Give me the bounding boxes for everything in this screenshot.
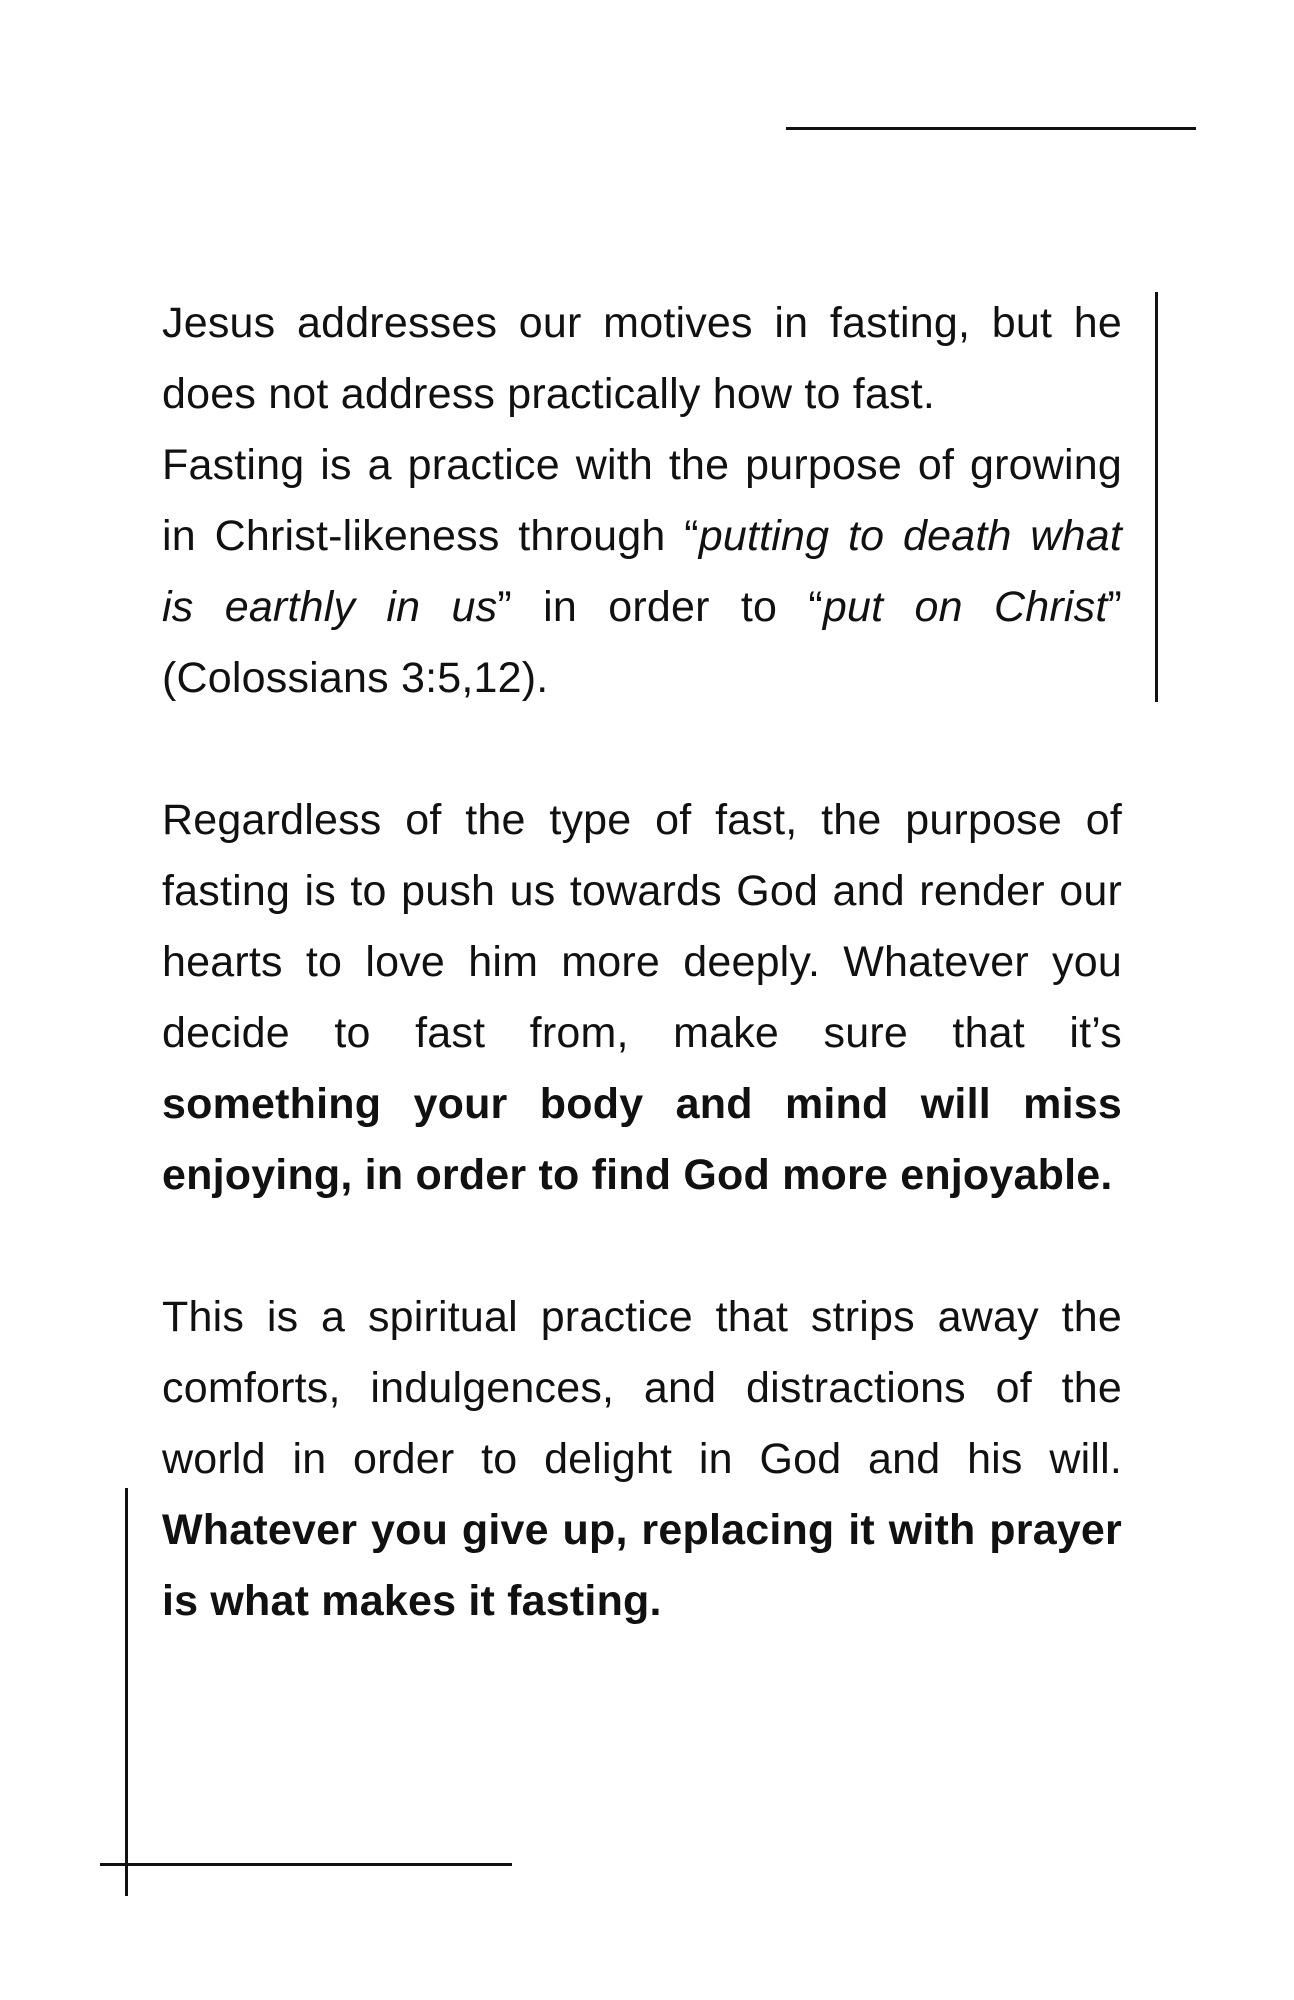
body-text bbox=[162, 288, 1122, 1637]
right-rule-vertical bbox=[1155, 292, 1158, 702]
paragraph-4: This is a spiritual practice that strips away the comforts, indulgences, and distractions of the world in order to delight in God and his will. Whatever you give up, replacing it with prayer is what makes it fasting. bbox=[162, 1293, 1122, 1625]
quote-colossians-3-12: put on Christ bbox=[822, 583, 1108, 631]
paragraph-1: Jesus addresses our motives in fasting, but he does not address practically how to fast. bbox=[162, 299, 1122, 418]
paragraph-2: Fasting is a practice with the purpose of growing in Christ-likeness through “putting to death what is earthly in us” in order to “put on Christ” (Colossians 3:5,12). bbox=[162, 441, 1123, 702]
quote-colossians-3-5: putting to death what is earthly in us bbox=[162, 512, 1122, 631]
emphasis-miss-enjoying: something your body and mind will miss enjoying, in order to find God more enjoyable. bbox=[162, 1080, 1122, 1199]
paragraph-3: Regardless of the type of fast, the purpose of fasting is to push us towards God and render our hearts to love him more deeply. Whatever you decide to fast from, make sure that it’s something your body and mind will miss enjoying, in order to find God more enjoyable. bbox=[162, 796, 1122, 1199]
top-rule-horizontal bbox=[786, 127, 1196, 130]
bottom-rule-horizontal bbox=[100, 1863, 512, 1866]
emphasis-replacing-with-prayer: Whatever you give up, replacing it with prayer is what makes it fasting. bbox=[162, 1506, 1122, 1625]
left-rule-vertical bbox=[125, 1488, 128, 1896]
